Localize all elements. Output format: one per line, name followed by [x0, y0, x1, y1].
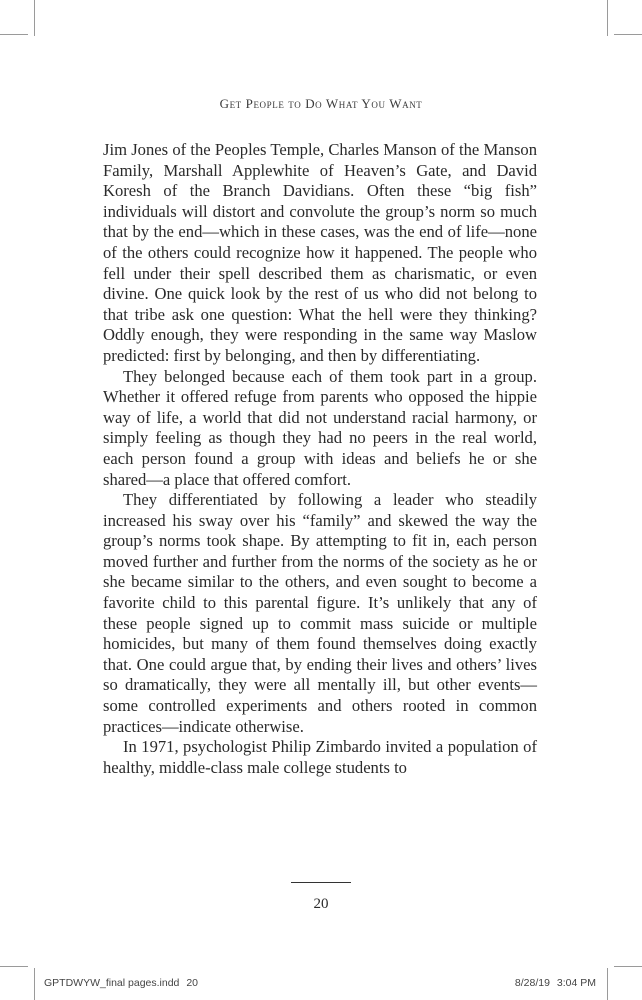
slug-page: 20	[186, 977, 198, 989]
body-text	[103, 140, 537, 778]
slug-file: GPTDWYW_final pages.indd	[44, 977, 180, 989]
crop-mark-bottom-right-horizontal	[614, 966, 642, 967]
slug-time: 3:04 PM	[556, 977, 596, 989]
crop-mark-bottom-left	[34, 968, 35, 1000]
paragraph: Jim Jones of the Peoples Temple, Charles Manson of the Manson Family, Marshall Applewhite of Heaven’s Gate, and David Koresh of the Branch Davidians. Often these “big fish” individuals will distort and convolute the group’s norm so much that by the end—which in these cases, was the end of life—none of the others could recognize how it happened. The people who fell under their spell described them as charismatic, or even divine. One quick look by the rest of us who did not belong to that tribe ask one question: What the hell were they thinking? Oddly enough, they were responding in the same way Maslow predicted: first by belonging, and then by differentiating.	[103, 140, 537, 365]
crop-mark-bottom-left-horizontal	[0, 966, 28, 967]
slug-date: 8/28/19	[514, 977, 550, 989]
crop-mark-top-right-horizontal	[614, 34, 642, 35]
running-head-text: Get People to Do What You Want	[219, 96, 423, 111]
paragraph: In 1971, psychologist Philip Zimbardo invited a population of healthy, middle-class male college students to	[103, 737, 537, 777]
crop-mark-top-left-horizontal	[0, 34, 28, 35]
slug-right	[515, 977, 600, 989]
crop-mark-bottom-right	[607, 968, 608, 1000]
running-head	[0, 96, 642, 112]
crop-mark-top-right	[607, 0, 608, 36]
page-number: 20	[313, 896, 329, 912]
slug-left	[44, 977, 202, 989]
paragraph: They differentiated by following a leader who steadily increased his sway over his “family” and skewed the way the group’s norms took shape. By attempting to fit in, each person moved further and further from the norms of the society as he or she became similar to the others, and even sought to become a favorite child to this parental figure. It’s unlikely that any of these people signed up to commit mass suicide or multiple homicides, but many of them found themselves doing exactly that. One could argue that, by ending their lives and others’ lives so dramatically, they were all mentally ill, but other events—some controlled experiments and others rooted in common practices—indicate otherwise.	[103, 490, 537, 736]
paragraph: They belonged because each of them took part in a group. Whether it offered refuge from parents who opposed the hippie way of life, a world that did not understand racial harmony, or simply feeling as though they had no peers in the real world, each person found a group with ideas and beliefs he or she shared—a place that offered comfort.	[103, 366, 537, 489]
folio-rule	[291, 882, 351, 883]
crop-mark-top-left	[34, 0, 35, 36]
